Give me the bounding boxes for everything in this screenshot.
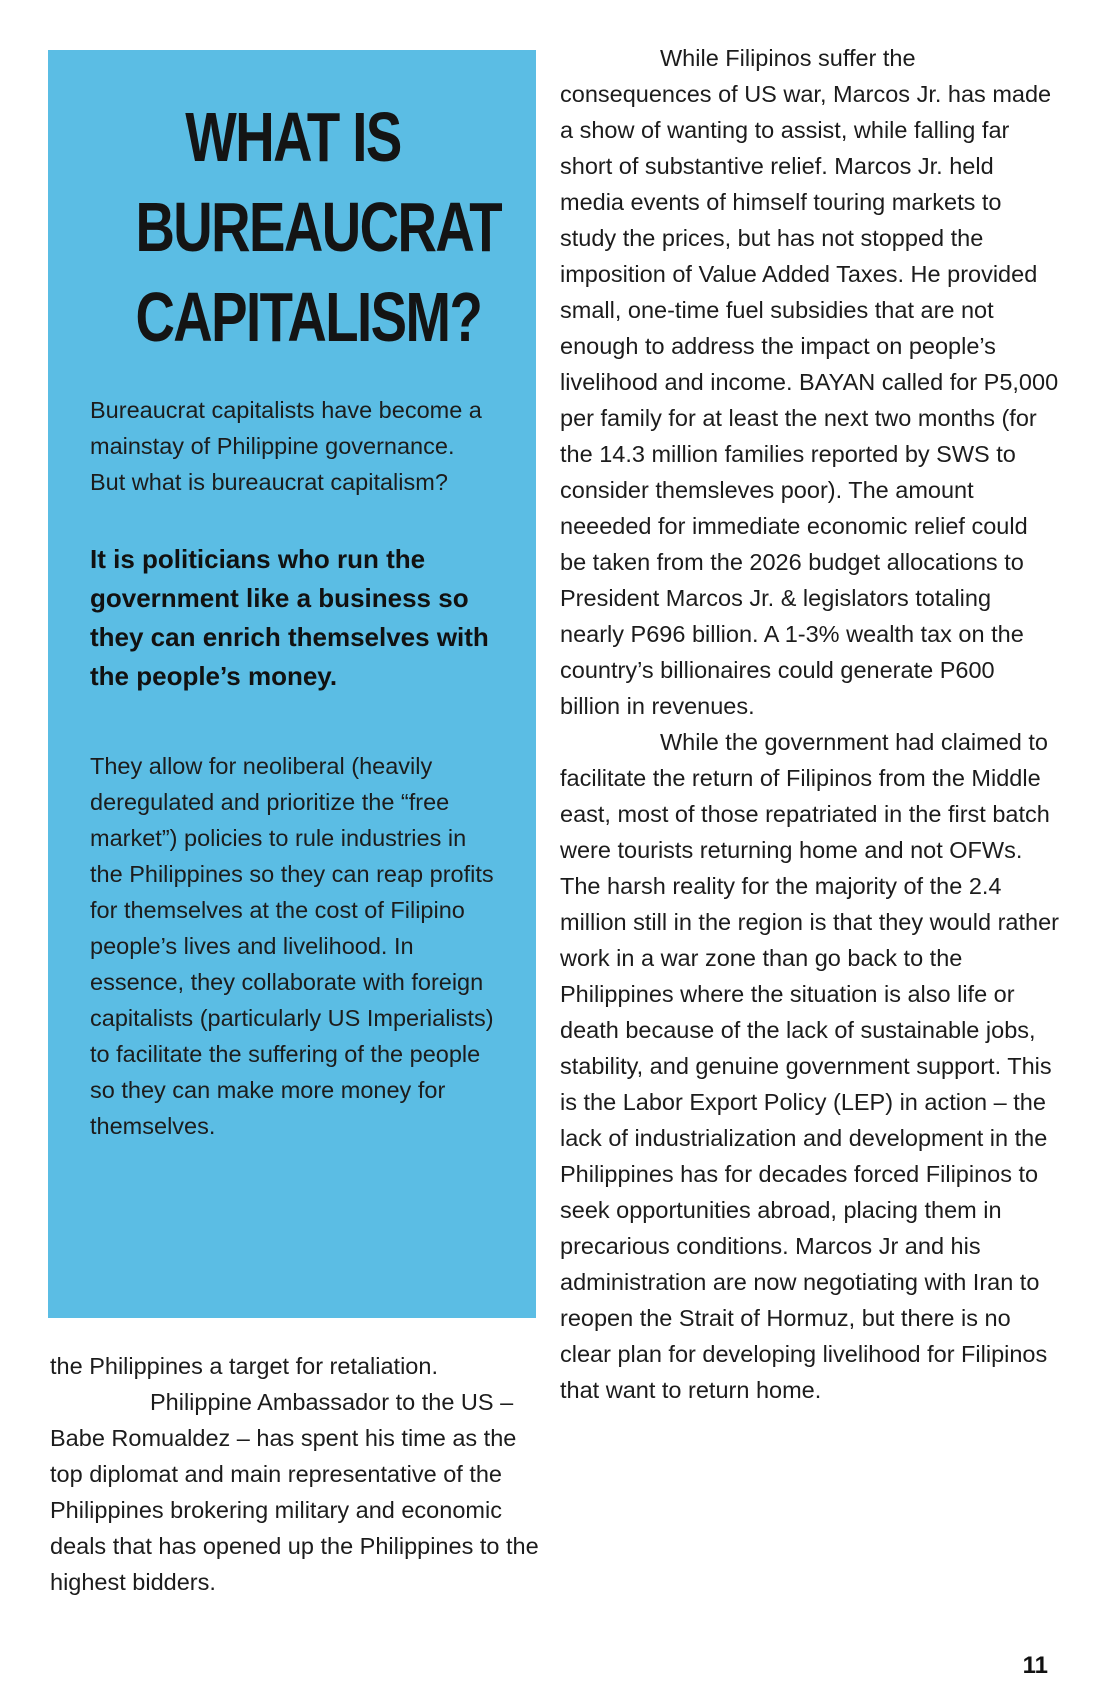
sidebar-box — [48, 50, 536, 1318]
sidebar-body: They allow for neoliberal (heavily deregulated and prioritize the “free market”) policies to rule industries in the Philippines so they can reap profits for themselves at the cost of Filipino people’s lives and livelihood. In essence, they collaborate with foreign capitalists (particularly US Imperialists) to facilitate the suffering of the people so they can make more money for themselves. — [90, 753, 494, 1139]
sidebar-title-line-2: BUREAUCRAT — [135, 188, 502, 266]
page-number: 11 — [1022, 1652, 1048, 1679]
sidebar-title-line-1: WHAT IS — [185, 98, 401, 176]
sidebar-bold-statement: It is politicians who run the government like a business so they can enrich themselves with the people’s money. — [90, 544, 489, 691]
left-column — [50, 1348, 540, 1600]
sidebar-title — [135, 92, 502, 362]
right-paragraph-1: While Filipinos suffer the consequences of US war, Marcos Jr. has made a show of wanting to assist, while falling far short of substantive relief. Marcos Jr. held media events of himself touring markets to study the prices, but has not stopped the imposition of Value Added Taxes. He provided small, one-time fuel subsidies that are not enough to address the impact on people’s livelihood and income. BAYAN called for P5,000 per family for at least the next two months (for the 14.3 million families reported by SWS to consider themsleves poor). The amount neeeded for immediate economic relief could be taken from the 2026 budget allocations to President Marcos Jr. & legislators totaling nearly P696 billion. A 1-3% wealth tax on the country’s billionaires could generate P600 billion in revenues. — [560, 45, 1059, 719]
left-paragraph-2: Philippine Ambassador to the US – Babe Romualdez – has spent his time as the top diplomat and main representative of the Philippines brokering military and economic deals that has opened up the Philippines to the highest bidders. — [50, 1389, 539, 1595]
sidebar-intro: Bureaucrat capitalists have become a mainstay of Philippine governance. But what is bureaucrat capitalism? — [90, 397, 482, 495]
right-column — [560, 40, 1060, 1408]
sidebar-title-line-3: CAPITALISM? — [135, 278, 482, 356]
right-paragraph-2: While the government had claimed to facilitate the return of Filipinos from the Middle east, most of those repatriated in the first batch were tourists returning home and not OFWs. The harsh reality for the majority of the 2.4 million still in the region is that they would rather work in a war zone than go back to the Philippines where the situation is also life or death because of the lack of sustainable jobs, stability, and genuine government support. This is the Labor Export Policy (LEP) in action – the lack of industrialization and development in the Philippines has for decades forced Filipinos to seek opportunities abroad, placing them in precarious conditions. Marcos Jr and his administration are now negotiating with Iran to reopen the Strait of Hormuz, but there is no clear plan for developing livelihood for Filipinos that want to return home. — [560, 729, 1059, 1403]
left-paragraph-1: the Philippines a target for retaliation. — [50, 1353, 438, 1379]
